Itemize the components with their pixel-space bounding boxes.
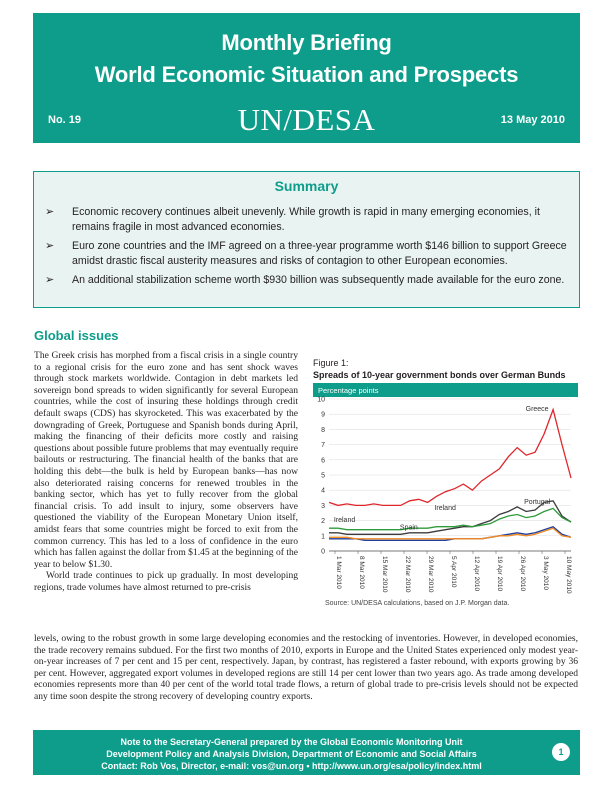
x-tick-label: 26 Apr 2010 xyxy=(519,556,526,592)
summary-box xyxy=(33,171,580,308)
figure-source: Source: UN/DESA calculations, based on J.P. Morgan data. xyxy=(325,600,510,607)
x-tick-label: 12 Apr 2010 xyxy=(473,556,480,592)
briefing-title: Monthly Briefing xyxy=(221,30,392,55)
figure-label: Figure 1: xyxy=(313,358,349,368)
y-tick-label: 6 xyxy=(321,457,325,465)
footer-division: Development Policy and Analysis Division, Department of Economic and Social Affairs xyxy=(106,749,477,759)
arrow-bullet-icon: ➢ xyxy=(45,206,55,218)
series-label: Greece xyxy=(525,406,549,414)
arrow-bullet-icon: ➢ xyxy=(45,274,55,286)
series-line-greece xyxy=(329,410,571,506)
x-tick-label: 3 May 2010 xyxy=(542,556,549,590)
y-tick-label: 8 xyxy=(321,426,325,434)
paragraph: The Greek crisis has morphed from a fiscal crisis in a single country to a regional crisis for the euro zone and has sent shock waves through stock markets worldwide. Contagion in debt markets led sovereign bond spreads to widen significantly for several European countries, while the cost of insuring these holdings through credit default swaps (CDS) has skyrocketed. This was exacerbated by the downgrading of Greek, Portuguese and Spanish bonds during April, making the financing of their deficits more costly and raising questions about possible future problems that may eventually require bailouts or restructuring. The financial health of the banks that are holding this debt—the bulk is held by European banks—has now also deteriorated raising concerns for renewed troubles in the banking sector, which has yet to fully recover from the global financial crisis. To add insult to injury, some observers have questioned the viability of the European Monetary Union itself, amidst fears that some countries might be forced to exit from the common currency. This has led to a loss of confidence in the euro which has fallen against the dollar from $1.45 at the beginning of the year to below $1.30. xyxy=(34,350,298,570)
x-tick-label: 1 Mar 2010 xyxy=(335,556,342,589)
y-tick-label: 10 xyxy=(317,396,325,404)
x-tick-label: 15 Mar 2010 xyxy=(381,556,388,593)
x-tick-label: 5 Apr 2010 xyxy=(450,556,457,588)
series-label: Ireland xyxy=(333,517,356,525)
y-tick-label: 2 xyxy=(321,518,325,526)
y-tick-label: 9 xyxy=(321,411,325,419)
series-label: Ireland xyxy=(434,504,456,512)
footer-note: Note to the Secretary-General prepared by the Global Economic Monitoring Unit xyxy=(120,737,463,747)
figure-title: Spreads of 10-year government bonds over German Bunds xyxy=(313,370,566,380)
summary-bullet: ➢ An additional stabilization scheme worth $930 billion was subsequently made available for the euro zone. xyxy=(45,274,565,286)
y-tick-label: 5 xyxy=(321,472,325,480)
footer-contact: Contact: Rob Vos, Director, e-mail: vos@un.org • http://www.un.org/esa/policy/index.html xyxy=(101,761,482,771)
section-heading: Global issues xyxy=(34,328,119,343)
y-tick-label: 0 xyxy=(321,548,325,556)
y-tick-label: 1 xyxy=(321,533,325,541)
x-tick-label: 8 Mar 2010 xyxy=(358,556,365,589)
issue-date: 13 May 2010 xyxy=(500,114,565,126)
header-banner xyxy=(33,13,580,143)
left-column-text xyxy=(34,350,298,593)
bond-spreads-chart xyxy=(313,383,578,598)
briefing-subtitle: World Economic Situation and Prospects xyxy=(94,62,519,87)
full-width-text xyxy=(34,633,578,703)
y-tick-label: 7 xyxy=(321,442,325,450)
paragraph-start: World trade continues to pick up gradually. In most developing regions, trade volumes have almost returned to pre-crisis xyxy=(34,570,298,593)
issue-number: No. 19 xyxy=(48,114,82,126)
summary-bullet: ➢ Economic recovery continues albeit unevenly. While growth is rapid in many emerging economies, it remains fragile in most advanced economies. xyxy=(45,206,540,233)
summary-list xyxy=(45,205,575,292)
x-tick-label: 10 May 2010 xyxy=(565,556,572,594)
footer-banner xyxy=(33,730,580,775)
y-tick-label: 4 xyxy=(321,487,325,495)
summary-title: Summary xyxy=(274,178,339,194)
x-tick-label: 19 Apr 2010 xyxy=(496,556,503,592)
y-tick-label: 3 xyxy=(321,502,325,510)
arrow-bullet-icon: ➢ xyxy=(45,240,55,252)
paragraph-continued: levels, owing to the robust growth in some large developing economies and the restocking of inventories. However, in developed economies, the trade recovery remains subdued. For the first two months of 2010, exports in Europe and the United States experienced only modest year-on-year increases of 7 per cent and 15 per cent, respectively. Japan, by contrast, has registered a faster rebound, with exports growing by 36 per cent. However, aggregated export volumes in developed regions are still 14 per cent lower than two years ago. As trade among developed economies represents more than 40 per cent of the world total trade flows, a return of global trade to pre-crisis levels should not be expected any time soon despite the strong recovery of developing country exports. xyxy=(34,633,578,702)
series-label: Portugal xyxy=(524,498,551,506)
page-number: 1 xyxy=(552,743,570,761)
y-axis-label: Percentage points xyxy=(318,386,379,395)
undesa-logo: UN/DESA xyxy=(237,102,376,137)
summary-bullet: ➢ Euro zone countries and the IMF agreed on a three-year programme worth $146 billion to support Greece amidst drastic fiscal austerity measures and risks of contagion to other European economies. xyxy=(45,240,567,267)
series-label: Spain xyxy=(399,524,418,532)
x-tick-label: 29 Mar 2010 xyxy=(427,556,434,593)
x-tick-label: 22 Mar 2010 xyxy=(404,556,411,593)
